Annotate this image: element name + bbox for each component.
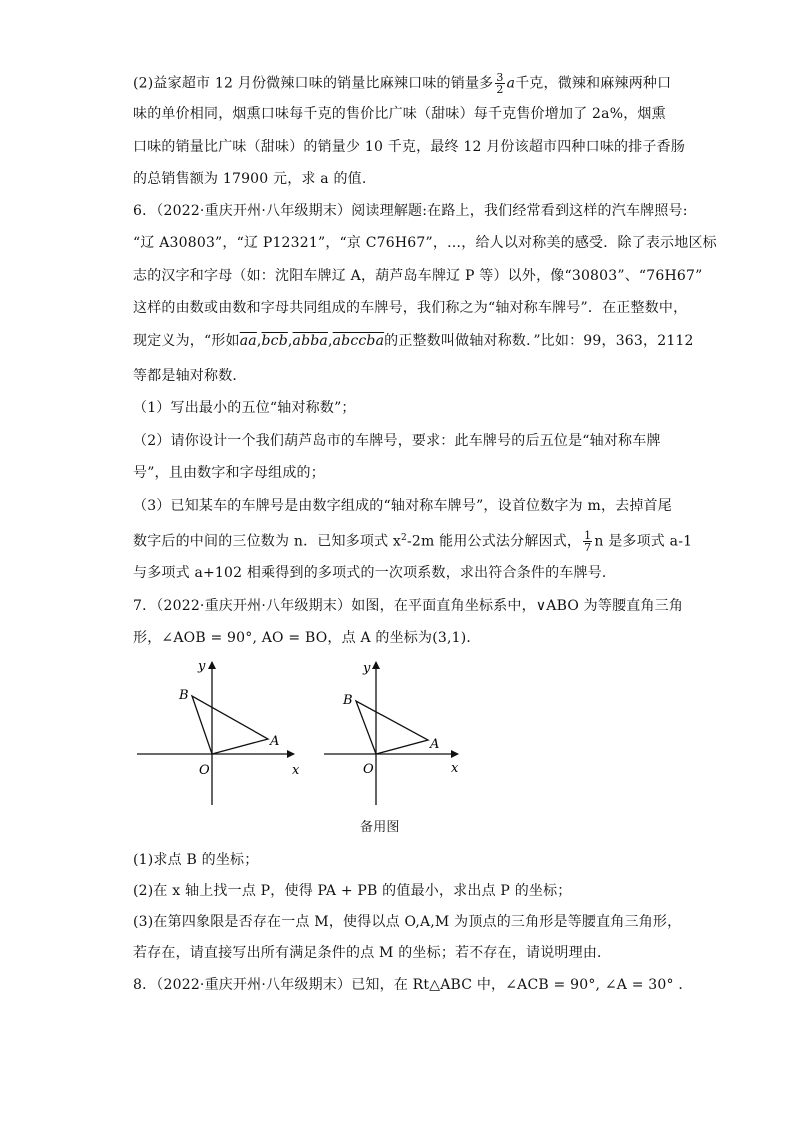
q7-line2: 形，∠AOB = 90°, AO = BO，点 A 的坐标为(3,1)． — [133, 630, 481, 646]
label-y: y — [198, 660, 206, 674]
q6-part2-line2: 号”，且由数字和字母组成的； — [133, 465, 325, 481]
overline-aa: $\overline{aa}$ — [239, 333, 257, 349]
label-x-2: x — [451, 761, 459, 776]
label-o-2: O — [363, 762, 374, 777]
q6-line5: 现定义为，“形如$\overline{aa},\overline{bcb},abba,abccba$的正整数叫做轴对称数．”比如：99，363，2112 — [133, 333, 694, 349]
q7-line1: 7．（2022·重庆开州·八年级期末）如图，在平面直角坐标系中，∨ABO 为等腰直角三角 — [133, 598, 684, 614]
overline-abccba: abccba — [332, 333, 385, 349]
label-o: O — [199, 763, 210, 778]
q6-part2-line1: （2）请你设计一个我们葫芦岛市的车牌号，要求：此车牌号的后五位是“轴对称车牌 — [133, 433, 661, 449]
overline-abba: abba — [292, 333, 328, 349]
q7-sub2: (2)在 x 轴上找一点 P，使得 PA + PB 的值最小，求出点 P 的坐标； — [133, 883, 572, 899]
q7-sub3-line1: (3)在第四象限是否存在一点 M，使得以点 O,A,M 为顶点的三角形是等腰直角三角形， — [133, 914, 682, 930]
q6-line3: 志的汉字和字母（如：沈阳车牌辽 A，葫芦岛车牌辽 P 等）以外，像“30803”、“76H67” — [133, 268, 703, 284]
q6-part3-line2: 数字后的中间的三位数为 n．已知多项式 $x^2-2m$ 能用公式法分解因式， $\frac{1}{7}$ n 是多项式 a-1 — [133, 529, 693, 555]
q6-line1: 6．（2022·重庆开州·八年级期末）阅读理解题:在路上，我们经常看到这样的汽车牌照号: — [133, 203, 688, 219]
q5-part2-line3: 口味的销量比广味（甜味）的销量少 10 千克，最终 12 月份该超市四种口味的排子香肠 — [133, 139, 686, 155]
triangle-abo — [192, 696, 268, 754]
q5-part2-line1: (2)益家超市 12 月份微辣口味的销量比麻辣口味的销量多 $\frac{3}{2}$ a千克，微辣和麻辣两种口 — [133, 71, 672, 96]
q6-fraction: $\frac{1}{7}$ — [584, 529, 592, 555]
q5-part2-text-a: (2)益家超市 12 月份微辣口味的销量比麻辣口味的销量多 — [133, 75, 494, 92]
q8-line1: 8．（2022·重庆开州·八年级期末）已知，在 Rt△ABC 中，∠ACB = 90°, ∠A = 30° ． — [133, 977, 693, 993]
q5-part2-line4: 的总销售额为 17900 元，求 a 的值. — [133, 171, 367, 187]
q5-part2-line2: 味的单价相同，烟熏口味每千克的售价比广味（甜味）每千克售价增加了 2a%，烟熏 — [133, 106, 666, 122]
label-a-2: A — [430, 737, 440, 752]
label-b: B — [179, 688, 189, 703]
q7-sub1: (1)求点 B 的坐标； — [133, 852, 259, 868]
q7-figure — [132, 660, 472, 810]
q6-part1: （1）写出最小的五位“轴对称数”； — [133, 400, 356, 416]
label-a: A — [270, 734, 280, 749]
q6-line2: “辽 A30803”，“辽 P12321”，“京 C76H67”，…，给人以对称美的感受．除了表示地区标 — [133, 235, 717, 251]
figure-backup — [324, 662, 458, 805]
q6-part3-line1: （3）已知某车的车牌号是由数字组成的“轴对称车牌号”，设首位数字为 m，去掉首尾 — [133, 498, 672, 514]
q7-sub3-line2: 若存在，请直接写出所有满足条件的点 M 的坐标；若不存在，请说明理由． — [133, 945, 612, 961]
q5-fraction: $\frac{3}{2}$ — [496, 71, 504, 96]
triangle-abo-2 — [356, 701, 428, 754]
label-x: x — [292, 763, 300, 778]
q6-line6: 等都是轴对称数． — [133, 368, 247, 384]
label-y-2: y — [363, 661, 371, 676]
q6-part3-line3: 与多项式 a+102 相乘得到的多项式的一次项系数，求出符合条件的车牌号． — [133, 565, 617, 581]
overline-bcb: $\overline{bcb}$ — [261, 333, 288, 349]
q6-line4: 这样的由数或由数和字母共同组成的车牌号，我们称之为“轴对称车牌号”．在正整数中， — [133, 300, 688, 316]
label-b-2: B — [343, 693, 353, 708]
figure-caption: 备用图 — [360, 820, 400, 835]
